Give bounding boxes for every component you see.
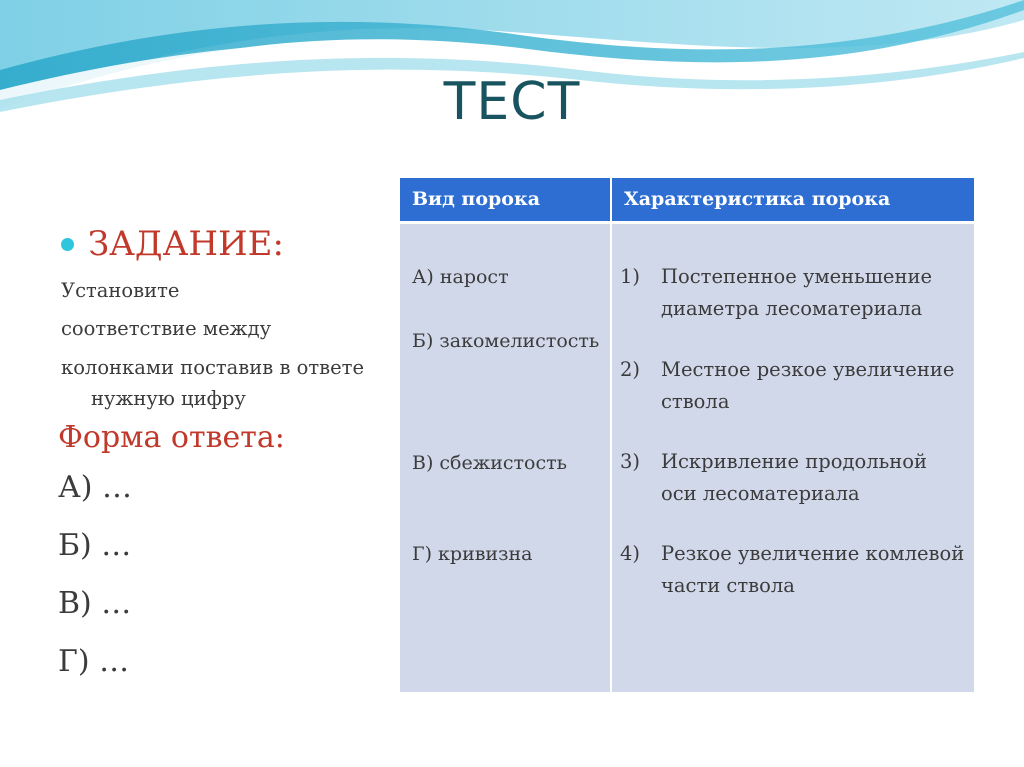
defect-item: Б) закомелистость [412, 330, 600, 352]
slide-title: ТЕСТ [443, 72, 581, 132]
answer-item: Б) … [58, 528, 132, 563]
characteristic-text: Резкое увеличение комлевой части ствола [661, 542, 965, 597]
table-header-label: Характеристика порока [624, 188, 891, 210]
task-block [58, 224, 408, 691]
task-line: соответствие между [61, 317, 272, 340]
defect-column [400, 224, 610, 692]
characteristic-text: Местное резкое увеличение ствола [661, 358, 955, 413]
matching-table [400, 178, 974, 692]
task-line: колонками поставив в ответе нужную цифру [61, 356, 365, 410]
form-heading: Форма ответа: [58, 420, 285, 455]
characteristic-number: 2) [620, 358, 641, 381]
table-header-characteristic [612, 178, 974, 221]
answer-list [58, 459, 408, 691]
characteristic-item [620, 261, 968, 325]
answer-item: А) … [58, 470, 132, 505]
characteristic-item [620, 538, 968, 602]
table-header-defect [400, 178, 610, 221]
characteristic-item [620, 354, 968, 418]
characteristic-number: 4) [620, 542, 641, 565]
characteristic-text: Искривление продольной оси лесоматериала [661, 450, 927, 505]
characteristic-number: 3) [620, 450, 641, 473]
task-line: Установите [61, 279, 180, 302]
answer-item: Г) … [58, 644, 130, 679]
defect-item: Г) кривизна [412, 543, 533, 565]
defect-item: В) сбежистость [412, 452, 567, 474]
characteristic-item [620, 446, 968, 510]
answer-item: В) … [58, 586, 132, 621]
characteristic-number: 1) [620, 265, 641, 288]
table-header-label: Вид порока [412, 188, 540, 210]
characteristic-text: Постепенное уменьшение диаметра лесоматериала [661, 265, 933, 320]
characteristic-column [612, 224, 974, 692]
task-heading-row [58, 224, 408, 264]
bullet-icon [61, 238, 74, 251]
task-heading: ЗАДАНИЕ: [88, 224, 284, 264]
defect-item: А) нарост [412, 266, 509, 288]
